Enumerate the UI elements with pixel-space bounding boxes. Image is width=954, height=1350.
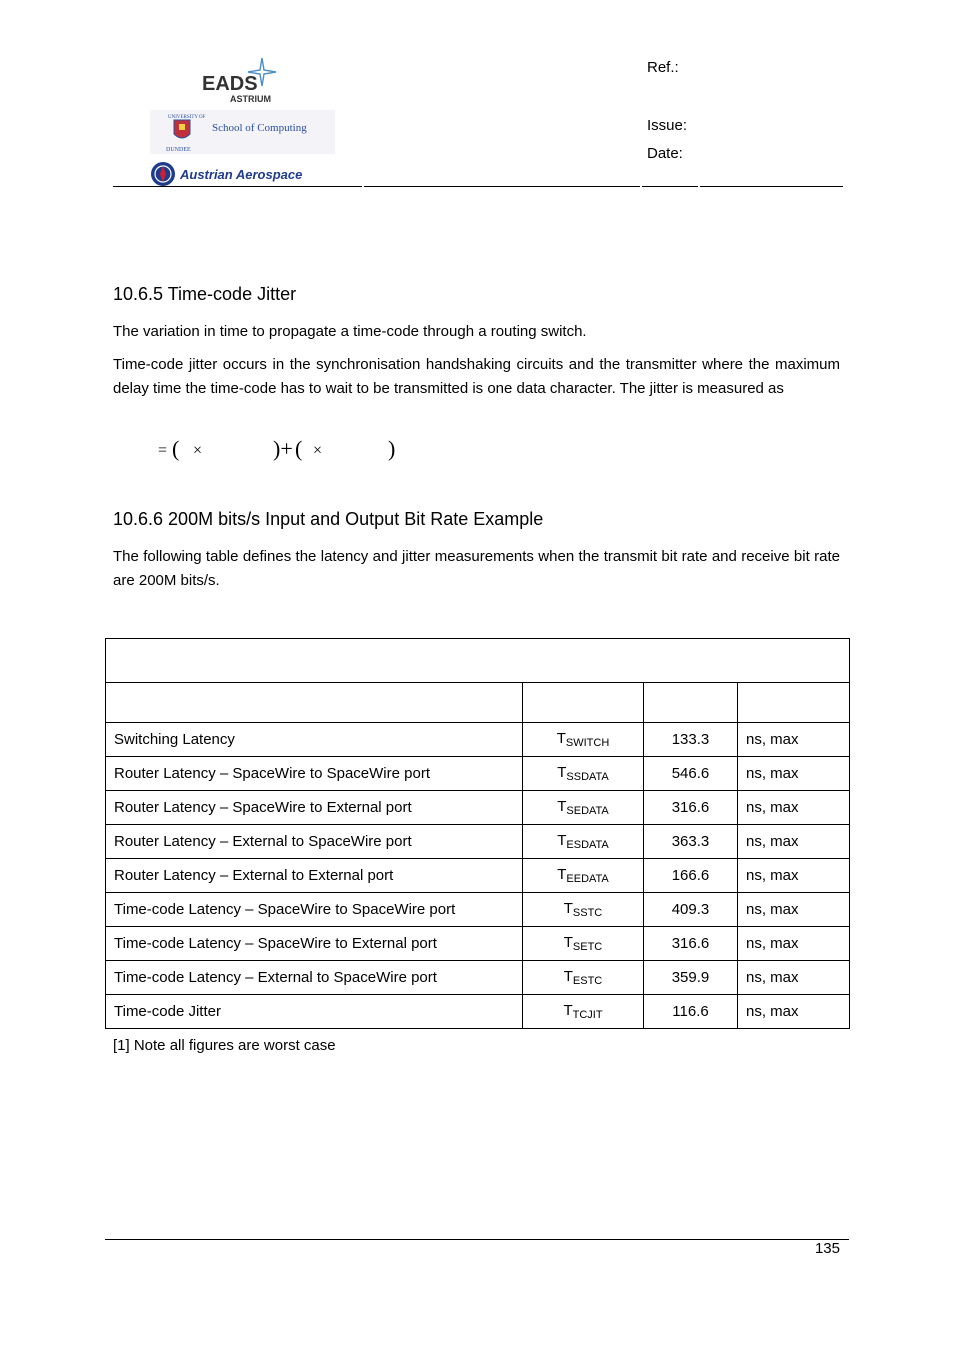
- crest-icon: [174, 120, 190, 138]
- dundee-arc-text: UNIVERSITY OF: [168, 115, 206, 120]
- parameter-cell: Switching Latency: [106, 723, 523, 757]
- globe-emblem-icon: [151, 162, 175, 186]
- table-title-row: [106, 639, 850, 683]
- symbol-subscript: ESDATA: [566, 839, 609, 851]
- table-row: [106, 757, 850, 791]
- parameter-cell: Router Latency – SpaceWire to SpaceWire port: [106, 757, 523, 791]
- table-row: [106, 893, 850, 927]
- formula-times-1: ×: [193, 442, 203, 459]
- page-number: 135: [814, 1240, 840, 1257]
- value-cell: 316.6: [644, 791, 738, 825]
- table-row: [106, 927, 850, 961]
- parameter-cell: Time-code Jitter: [106, 995, 523, 1029]
- table-row: [106, 961, 850, 995]
- symbol-subscript: SWITCH: [565, 737, 610, 749]
- symbol-subscript: ESTC: [572, 975, 603, 987]
- parameter-cell: Time-code Latency – SpaceWire to SpaceWire port: [106, 893, 523, 927]
- unit-cell: ns, max: [738, 825, 850, 859]
- header-cell-parameter: [106, 683, 523, 723]
- symbol-base: T: [563, 900, 573, 917]
- parameter-cell: Time-code Latency – External to SpaceWire port: [106, 961, 523, 995]
- symbol-base: T: [557, 832, 567, 849]
- dundee-caption: DUNDEE: [166, 147, 191, 153]
- value-cell: 116.6: [644, 995, 738, 1029]
- ref-label: Ref.:: [647, 59, 679, 76]
- section-heading-time-code-jitter: 10.6.5 Time-code Jitter: [113, 284, 297, 304]
- symbol-base: T: [557, 764, 567, 781]
- unit-cell: ns, max: [738, 791, 850, 825]
- formula-open-paren-1: (: [172, 436, 180, 461]
- value-cell: 316.6: [644, 927, 738, 961]
- table-row: [106, 825, 850, 859]
- unit-cell: ns, max: [738, 995, 850, 1029]
- symbol-subscript: SSTC: [572, 907, 603, 919]
- symbol-cell: [523, 995, 644, 1029]
- symbol-base: T: [557, 866, 567, 883]
- unit-cell: ns, max: [738, 961, 850, 995]
- latency-jitter-table: [105, 638, 850, 1029]
- symbol-cell: [523, 893, 644, 927]
- school-of-computing-text: School of Computing: [212, 122, 307, 134]
- astrium-logo-text: ASTRIUM: [230, 94, 271, 104]
- parameter-cell: Router Latency – SpaceWire to External port: [106, 791, 523, 825]
- symbol-cell: [523, 961, 644, 995]
- table-row: [106, 791, 850, 825]
- header-rule-2: [364, 186, 640, 187]
- header-rule-1: [113, 186, 362, 187]
- unit-cell: ns, max: [738, 723, 850, 757]
- table-header-row: [106, 683, 850, 723]
- header-cell-units: [738, 683, 850, 723]
- table-footnote: [1] Note all figures are worst case: [113, 1037, 336, 1054]
- symbol-base: T: [556, 730, 566, 747]
- symbol-subscript: SSDATA: [566, 771, 609, 783]
- paragraph-jitter-definition: The variation in time to propagate a time-code through a routing switch.: [113, 323, 587, 340]
- section-heading-bit-rate-example: 10.6.6 200M bits/s Input and Output Bit Rate Example: [113, 509, 544, 529]
- formula-close-paren-2: ): [388, 436, 396, 461]
- symbol-base: T: [563, 968, 573, 985]
- symbol-base: T: [563, 934, 573, 951]
- symbol-base: T: [563, 1002, 573, 1019]
- symbol-cell: [523, 791, 644, 825]
- star-cross-icon: [200, 56, 280, 106]
- parameter-cell: Router Latency – External to SpaceWire port: [106, 825, 523, 859]
- symbol-cell: [523, 927, 644, 961]
- jitter-formula: [158, 436, 418, 466]
- header-rule-3: [642, 186, 698, 187]
- paragraph-jitter-explanation: Time-code jitter occurs in the synchronisation handshaking circuits and the transmitter where the maximum delay time the time-code has to wait to be transmitted is one data character. The jitter is measured as: [113, 356, 840, 397]
- unit-cell: ns, max: [738, 757, 850, 791]
- value-cell: 363.3: [644, 825, 738, 859]
- date-label: Date:: [647, 145, 683, 162]
- table-row: [106, 995, 850, 1029]
- symbol-cell: [523, 825, 644, 859]
- formula-equals: =: [158, 442, 168, 459]
- table-title-cell: [106, 639, 850, 683]
- value-cell: 409.3: [644, 893, 738, 927]
- issue-label: Issue:: [647, 117, 688, 134]
- value-cell: 166.6: [644, 859, 738, 893]
- symbol-subscript: TCJIT: [572, 1009, 603, 1021]
- symbol-subscript: EEDATA: [566, 873, 609, 885]
- eads-logo-text: EADS: [202, 73, 258, 95]
- unit-cell: ns, max: [738, 893, 850, 927]
- value-cell: 546.6: [644, 757, 738, 791]
- austrian-aerospace-text: Austrian Aerospace: [180, 167, 303, 182]
- table-row: [106, 723, 850, 757]
- parameter-cell: Router Latency – External to External port: [106, 859, 523, 893]
- unit-cell: ns, max: [738, 859, 850, 893]
- value-cell: 133.3: [644, 723, 738, 757]
- header-cell-symbol: [523, 683, 644, 723]
- table-body: [106, 723, 850, 1029]
- value-cell: 359.9: [644, 961, 738, 995]
- symbol-base: T: [557, 798, 567, 815]
- footer-rule: [105, 1239, 849, 1240]
- header-rule-4: [700, 186, 843, 187]
- table-row: [106, 859, 850, 893]
- formula-close-plus: )+: [273, 436, 293, 461]
- dundee-logo: [150, 110, 335, 154]
- header-cell-value: [644, 683, 738, 723]
- paragraph-table-intro: The following table defines the latency and jitter measurements when the transmit bit rate and receive bit rate are 200M bits/s.: [113, 548, 840, 589]
- symbol-cell: [523, 757, 644, 791]
- formula-open-paren-2: (: [295, 436, 303, 461]
- symbol-subscript: SEDATA: [566, 805, 609, 817]
- symbol-subscript: SETC: [572, 941, 603, 953]
- austrian-aerospace-logo: [150, 160, 335, 188]
- symbol-cell: [523, 859, 644, 893]
- symbol-cell: [523, 723, 644, 757]
- eads-astrium-logo: [200, 56, 280, 106]
- parameter-cell: Time-code Latency – SpaceWire to External port: [106, 927, 523, 961]
- unit-cell: ns, max: [738, 927, 850, 961]
- formula-times-2: ×: [313, 442, 323, 459]
